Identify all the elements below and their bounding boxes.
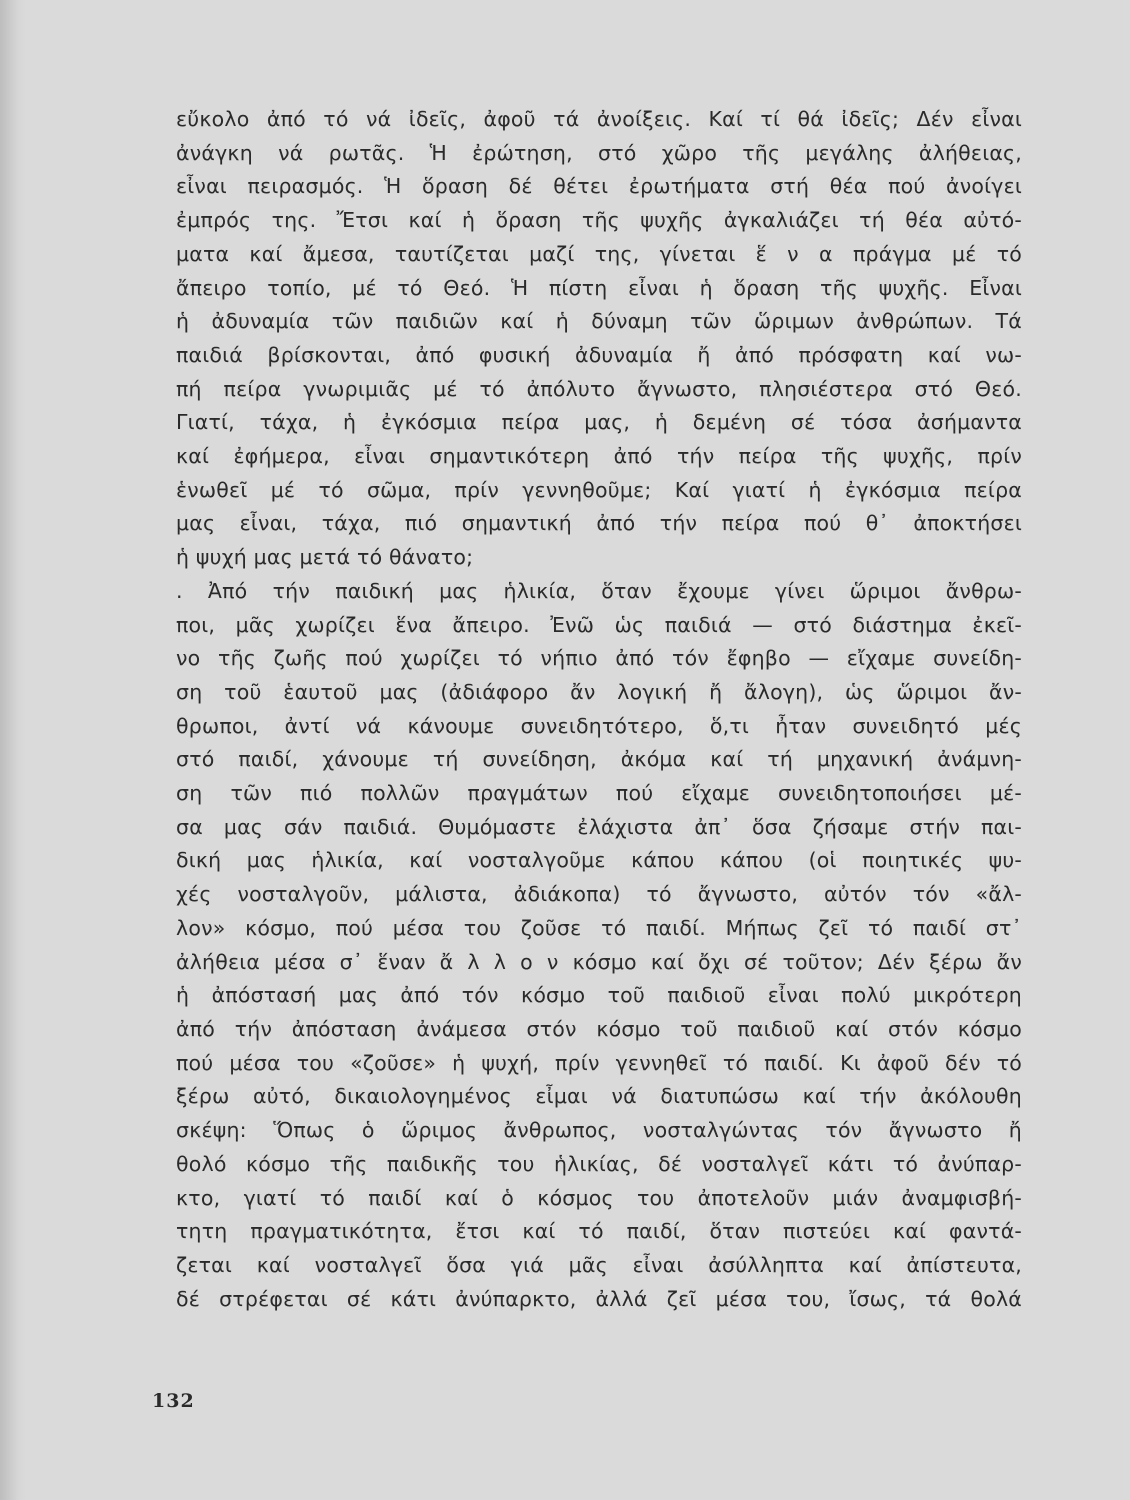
text-line: εὔκολο ἀπό τό νά ἰδεῖς, ἀφοῦ τά ἀνοίξεις. Καί τί θά ἰδεῖς; Δέν εἶναι [176,107,1022,131]
text-line: ξέρω αὐτό, δικαιολογημένος εἶμαι νά διατυπώσω καί τήν ἀκόλουθη [176,1084,1022,1109]
text-line: χές νοσταλγοῦν, μάλιστα, ἀδιάκοπα) τό ἄγνωστο, αὐτόν τόν «ἄλ- [176,882,1022,907]
text-line: σκέψη: Ὅπως ὁ ὥριμος ἄνθρωπος, νοσταλγώντας τόν ἄγνωστο ἤ [176,1118,1022,1143]
text-line: τητη πραγματικότητα, ἔτσι καί τό παιδί, ὅταν πιστεύει καί φαντά- [176,1219,1022,1244]
text-line: πή πείρα γνωριμιᾶς μέ τό ἀπόλυτο ἄγνωστο, πλησιέστερα στό Θεό. [176,376,1022,401]
text-line: ἡ ἀπόστασή μας ἀπό τόν κόσμο τοῦ παιδιοῦ εἶναι πολύ μικρότερη [176,983,1022,1008]
text-line: ματα καί ἄμεσα, ταυτίζεται μαζί της, γίνεται ἕ ν α πράγμα μέ τό [176,241,1022,266]
text-line: λον» κόσμο, πού μέσα του ζοῦσε τό παιδί. Μήπως ζεῖ τό παιδί στ᾽ [176,915,1022,940]
text-line: ἀνάγκη νά ρωτᾶς. Ἡ ἐρώτηση, στό χῶρο τῆς μεγάλης ἀλήθειας, [176,140,1022,165]
text-line: παιδιά βρίσκονται, ἀπό φυσική ἀδυναμία ἤ ἀπό πρόσφατη καί νω- [176,342,1022,367]
text-line: ἄπειρο τοπίο, μέ τό Θεό. Ἡ πίστη εἶναι ἡ ὅραση τῆς ψυχῆς. Εἶναι [176,275,1022,300]
text-line: Γιατί, τάχα, ἡ ἐγκόσμια πείρα μας, ἡ δεμένη σέ τόσα ἀσήμαντα [176,410,1022,435]
text-line: ση τῶν πιό πολλῶν πραγμάτων πού εἴχαμε συνειδητοποιήσει μέ- [176,781,1022,806]
text-line: δέ στρέφεται σέ κάτι ἀνύπαρκτο, ἀλλά ζεῖ μέσα του, ἴσως, τά θολά [176,1286,1022,1311]
text-line: σα μας σάν παιδιά. Θυμόμαστε ἐλάχιστα ἀπ᾽ ὅσα ζήσαμε στήν παι- [176,814,1022,839]
text-line: ἐμπρός της. Ἔτσι καί ἡ ὅραση τῆς ψυχῆς ἀγκαλιάζει τή θέα αὐτό- [176,208,1022,233]
text-line: καί ἐφήμερα, εἶναι σημαντικότερη ἀπό τήν πείρα τῆς ψυχῆς, πρίν [176,444,1022,469]
text-line: . Ἀπό τήν παιδική μας ἡλικία, ὅταν ἔχουμε γίνει ὥριμοι ἄνθρω- [176,578,1022,603]
text-line: εἶναι πειρασμός. Ἡ ὅραση δέ θέτει ἐρωτήματα στή θέα πού ἀνοίγει [176,174,1022,199]
text-line: ἡ ἀδυναμία τῶν παιδιῶν καί ἡ δύναμη τῶν ὥριμων ἀνθρώπων. Τά [176,309,1022,334]
text-line: μας εἶναι, τάχα, πιό σημαντική ἀπό τήν πείρα πού θ᾽ ἀποκτήσει [176,511,1022,536]
text-line: ποι, μᾶς χωρίζει ἕνα ἄπειρο. Ἐνῶ ὡς παιδιά — στό διάστημα ἐκεῖ- [176,612,1022,637]
text-line: ἀπό τήν ἀπόσταση ἀνάμεσα στόν κόσμο τοῦ παιδιοῦ καί στόν κόσμο [176,1016,1022,1041]
text-line: πού μέσα του «ζοῦσε» ἡ ψυχή, πρίν γεννηθεῖ τό παιδί. Κι ἀφοῦ δέν τό [176,1050,1022,1075]
text-line: νο τῆς ζωῆς πού χωρίζει τό νήπιο ἀπό τόν ἔφηβο — εἴχαμε συνείδη- [176,646,1022,671]
page-edge-shadow [0,0,26,1500]
text-line: θρωποι, ἀντί νά κάνουμε συνειδητότερο, ὅ,τι ἦταν συνειδητό μές [176,713,1022,738]
body-text [176,103,1022,1316]
text-line: ἀλήθεια μέσα σ᾽ ἕναν ἄ λ λ ο ν κόσμο καί ὄχι σέ τοῦτον; Δέν ξέρω ἄν [176,949,1022,974]
text-line: ζεται καί νοσταλγεῖ ὅσα γιά μᾶς εἶναι ἀσύλληπτα καί ἀπίστευτα, [176,1252,1022,1277]
text-line: δική μας ἡλικία, καί νοσταλγοῦμε κάπου κάπου (οἱ ποιητικές ψυ- [176,848,1022,873]
text-line: θολό κόσμο τῆς παιδικῆς του ἡλικίας, δέ νοσταλγεῖ κάτι τό ἀνύπαρ- [176,1151,1022,1176]
page-number: 132 [152,1390,195,1412]
text-line: ἡ ψυχή μας μετά τό θάνατο; [176,545,474,570]
text-line: ἑνωθεῖ μέ τό σῶμα, πρίν γεννηθοῦμε; Καί γιατί ἡ ἐγκόσμια πείρα [176,477,1022,502]
text-line: στό παιδί, χάνουμε τή συνείδηση, ἀκόμα καί τή μηχανική ἀνάμνη- [176,747,1022,772]
text-line: κτο, γιατί τό παιδί καί ὁ κόσμος του ἀποτελοῦν μιάν ἀναμφισβή- [176,1185,1022,1210]
text-line: ση τοῦ ἑαυτοῦ μας (ἀδιάφορο ἄν λογική ἤ ἄλογη), ὡς ὥριμοι ἄν- [176,679,1022,704]
